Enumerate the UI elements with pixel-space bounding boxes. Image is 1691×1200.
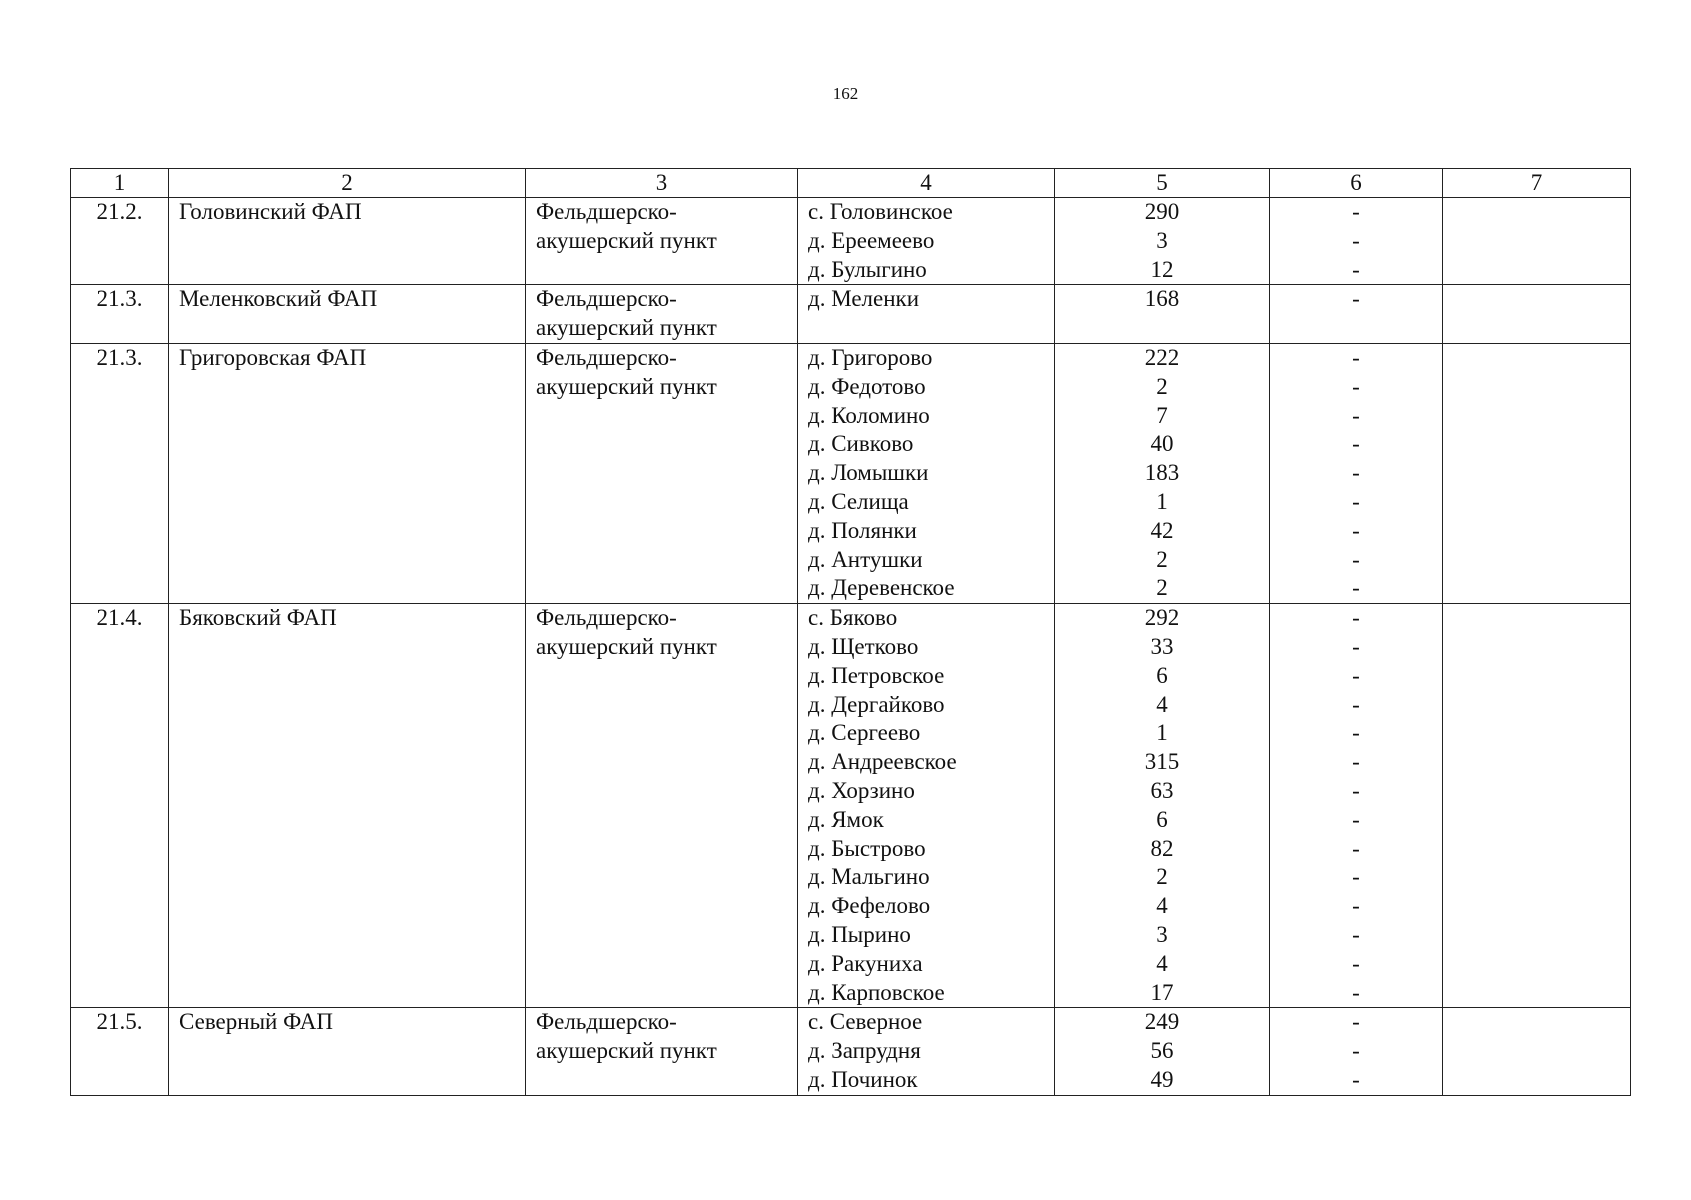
settlement-name: д. Фефелово bbox=[808, 893, 931, 919]
column-6-value: - bbox=[1352, 633, 1360, 659]
facility-name-cell bbox=[169, 343, 526, 603]
population-value: 290 bbox=[1144, 199, 1180, 224]
settlement-name: д. Пырино bbox=[808, 921, 911, 947]
column-6-value: - bbox=[1352, 575, 1360, 601]
population-value: 6 bbox=[1156, 662, 1168, 688]
settlement-name: с. Бяково bbox=[808, 605, 898, 631]
column-6-value: - bbox=[1352, 517, 1360, 543]
facility-type-line: акушерский пункт bbox=[536, 373, 717, 399]
column-6-value: - bbox=[1352, 950, 1360, 976]
column-7-cell bbox=[1443, 604, 1631, 1008]
column-6-value: - bbox=[1352, 344, 1360, 370]
population-value: 40 bbox=[1150, 431, 1174, 457]
facility-name-cell bbox=[169, 198, 526, 285]
population-value: 222 bbox=[1144, 344, 1180, 370]
table-row bbox=[71, 604, 1631, 1008]
column-6-value: - bbox=[1352, 1038, 1360, 1064]
column-7-cell bbox=[1443, 1008, 1631, 1095]
column-header: 2 bbox=[169, 169, 526, 198]
population-value: 183 bbox=[1144, 460, 1180, 486]
settlement-name: д. Ямок bbox=[808, 806, 884, 832]
facility-name-cell bbox=[169, 1008, 526, 1095]
settlement-name: д. Петровское bbox=[808, 662, 945, 688]
population-cell bbox=[1055, 1008, 1270, 1095]
population-value: 2 bbox=[1156, 575, 1168, 601]
empty-line bbox=[1270, 314, 1442, 343]
population-value: 12 bbox=[1150, 256, 1174, 282]
settlement-name: д. Сергеево bbox=[808, 720, 921, 746]
settlement-cell bbox=[798, 1008, 1055, 1095]
settlement-name: д. Меленки bbox=[808, 286, 920, 312]
population-value: 2 bbox=[1156, 373, 1168, 399]
settlement-cell bbox=[798, 604, 1055, 1008]
settlement-cell bbox=[798, 343, 1055, 603]
population-value: 3 bbox=[1156, 921, 1168, 947]
population-value: 17 bbox=[1150, 979, 1174, 1005]
table-row bbox=[71, 343, 1631, 603]
column-6-value: - bbox=[1352, 460, 1360, 486]
facility-name-cell bbox=[169, 285, 526, 344]
population-value: 1 bbox=[1156, 488, 1168, 514]
header-row bbox=[71, 169, 1631, 198]
facility-type-cell bbox=[526, 198, 798, 285]
population-cell bbox=[1055, 604, 1270, 1008]
facility-type-line: Фельдшерско- bbox=[536, 605, 677, 631]
column-6-value: - bbox=[1352, 921, 1360, 947]
column-6-value: - bbox=[1352, 1066, 1360, 1092]
column-6-cell bbox=[1270, 604, 1443, 1008]
item-number-cell bbox=[71, 285, 169, 344]
column-6-value: - bbox=[1352, 749, 1360, 775]
population-value: 1 bbox=[1156, 720, 1168, 746]
population-value: 6 bbox=[1156, 806, 1168, 832]
facility-name-cell bbox=[169, 604, 526, 1008]
column-6-value: - bbox=[1352, 864, 1360, 890]
facility-type-line: Фельдшерско- bbox=[536, 344, 677, 370]
population-cell bbox=[1055, 343, 1270, 603]
population-value: 2 bbox=[1156, 864, 1168, 890]
population-value: 82 bbox=[1150, 835, 1174, 861]
column-6-value: - bbox=[1352, 720, 1360, 746]
settlement-name: д. Федотово bbox=[808, 373, 926, 399]
settlement-name: д. Починок bbox=[808, 1066, 918, 1092]
column-6-value: - bbox=[1352, 691, 1360, 717]
facility-type-line: акушерский пункт bbox=[536, 633, 717, 659]
settlement-name: д. Андреевское bbox=[808, 749, 957, 775]
population-cell bbox=[1055, 285, 1270, 344]
column-7-cell bbox=[1443, 285, 1631, 344]
population-value: 3 bbox=[1156, 227, 1168, 253]
facility-type-cell bbox=[526, 343, 798, 603]
column-header: 3 bbox=[526, 169, 798, 198]
column-6-value: - bbox=[1352, 662, 1360, 688]
column-6-value: - bbox=[1352, 1009, 1360, 1035]
settlement-name: д. Полянки bbox=[808, 517, 917, 543]
settlement-name: д. Мальгино bbox=[808, 864, 930, 890]
settlement-name: д. Запрудня bbox=[808, 1038, 921, 1064]
population-value: 33 bbox=[1150, 633, 1174, 659]
settlement-name: д. Быстрово bbox=[808, 835, 926, 861]
item-number: 21.3. bbox=[96, 286, 143, 312]
column-6-value: - bbox=[1352, 256, 1360, 282]
column-6-value: - bbox=[1352, 835, 1360, 861]
empty-line bbox=[1055, 314, 1269, 343]
column-6-cell bbox=[1270, 343, 1443, 603]
column-6-value: - bbox=[1352, 806, 1360, 832]
settlement-name: д. Щетково bbox=[808, 633, 919, 659]
settlement-name: д. Коломино bbox=[808, 402, 930, 428]
settlement-name: д. Дергайково bbox=[808, 691, 945, 717]
column-header: 5 bbox=[1055, 169, 1270, 198]
column-6-cell bbox=[1270, 1008, 1443, 1095]
item-number-cell bbox=[71, 1008, 169, 1095]
settlement-name: д. Сивково bbox=[808, 431, 914, 457]
table-row bbox=[71, 198, 1631, 285]
settlement-name: д. Ереемеево bbox=[808, 227, 935, 253]
column-6-value: - bbox=[1352, 605, 1360, 631]
population-value: 168 bbox=[1144, 286, 1180, 312]
column-6-value: - bbox=[1352, 227, 1360, 253]
settlement-name: с. Головинское bbox=[808, 199, 953, 224]
column-6-value: - bbox=[1352, 373, 1360, 399]
facility-type-cell bbox=[526, 1008, 798, 1095]
table-row bbox=[71, 285, 1631, 344]
column-header: 4 bbox=[798, 169, 1055, 198]
population-cell bbox=[1055, 198, 1270, 285]
population-value: 249 bbox=[1144, 1009, 1180, 1035]
column-6-value: - bbox=[1352, 546, 1360, 572]
settlement-name: д. Хорзино bbox=[808, 777, 915, 803]
column-6-value: - bbox=[1352, 893, 1360, 919]
item-number-cell bbox=[71, 604, 169, 1008]
column-7-cell bbox=[1443, 343, 1631, 603]
settlement-name: д. Булыгино bbox=[808, 256, 927, 282]
column-6-value: - bbox=[1352, 979, 1360, 1005]
facility-type-line: акушерский пункт bbox=[536, 1038, 717, 1064]
column-7-cell bbox=[1443, 198, 1631, 285]
settlement-name: д. Селища bbox=[808, 488, 909, 514]
facility-name: Григоровская ФАП bbox=[179, 344, 367, 370]
settlement-name: д. Антушки bbox=[808, 546, 923, 572]
population-value: 56 bbox=[1150, 1038, 1174, 1064]
item-number: 21.2. bbox=[96, 199, 143, 224]
facility-type-line: Фельдшерско- bbox=[536, 1009, 677, 1035]
column-header: 1 bbox=[71, 169, 169, 198]
population-value: 315 bbox=[1144, 749, 1180, 775]
settlement-name: д. Ломышки bbox=[808, 460, 929, 486]
empty-line bbox=[798, 314, 1054, 343]
population-value: 4 bbox=[1156, 691, 1168, 717]
facility-type-line: акушерский пункт bbox=[536, 315, 717, 341]
column-6-value: - bbox=[1352, 488, 1360, 514]
column-6-value: - bbox=[1352, 199, 1360, 224]
population-value: 63 bbox=[1150, 777, 1174, 803]
column-6-cell bbox=[1270, 198, 1443, 285]
column-header: 7 bbox=[1443, 169, 1631, 198]
column-6-value: - bbox=[1352, 777, 1360, 803]
column-6-value: - bbox=[1352, 286, 1360, 312]
facility-name: Меленковский ФАП bbox=[179, 286, 378, 312]
column-header: 6 bbox=[1270, 169, 1443, 198]
population-value: 4 bbox=[1156, 950, 1168, 976]
population-value: 49 bbox=[1150, 1066, 1174, 1092]
facility-name: Бяковский ФАП bbox=[179, 605, 337, 631]
item-number-cell bbox=[71, 198, 169, 285]
settlement-name: с. Северное bbox=[808, 1009, 923, 1035]
column-6-value: - bbox=[1352, 431, 1360, 457]
facility-type-cell bbox=[526, 604, 798, 1008]
settlement-name: д. Ракуниха bbox=[808, 950, 923, 976]
facility-type-line: акушерский пункт bbox=[536, 227, 717, 253]
facility-name: Северный ФАП bbox=[179, 1009, 334, 1035]
settlement-name: д. Григорово bbox=[808, 344, 933, 370]
facility-type-line: Фельдшерско- bbox=[536, 286, 677, 312]
item-number: 21.5. bbox=[96, 1009, 143, 1035]
settlement-name: д. Деревенское bbox=[808, 575, 955, 601]
facilities-table bbox=[70, 168, 1631, 1096]
table-row bbox=[71, 1008, 1631, 1095]
population-value: 4 bbox=[1156, 893, 1168, 919]
facility-name: Головинский ФАП bbox=[179, 199, 362, 224]
settlement-name: д. Карповское bbox=[808, 979, 945, 1005]
population-value: 7 bbox=[1156, 402, 1168, 428]
item-number-cell bbox=[71, 343, 169, 603]
population-value: 42 bbox=[1150, 517, 1174, 543]
item-number: 21.3. bbox=[96, 344, 143, 370]
population-value: 2 bbox=[1156, 546, 1168, 572]
facility-type-cell bbox=[526, 285, 798, 344]
population-value: 292 bbox=[1144, 605, 1180, 631]
settlement-cell bbox=[798, 285, 1055, 344]
item-number: 21.4. bbox=[96, 605, 143, 631]
column-6-value: - bbox=[1352, 402, 1360, 428]
page-number: 162 bbox=[832, 84, 859, 103]
settlement-cell bbox=[798, 198, 1055, 285]
facility-type-line: Фельдшерско- bbox=[536, 199, 677, 224]
column-6-cell bbox=[1270, 285, 1443, 344]
